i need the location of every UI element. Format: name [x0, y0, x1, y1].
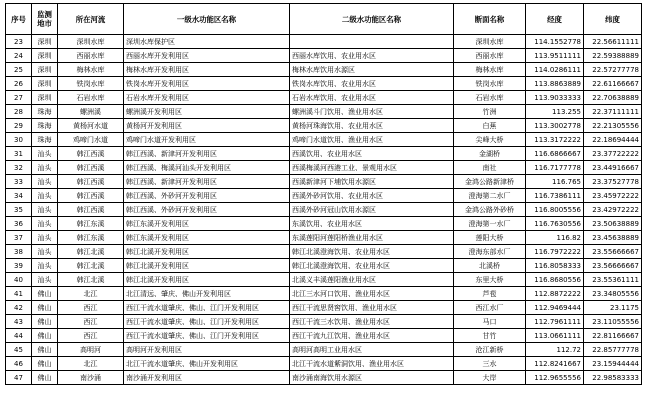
secondary-zone-cell: 梅林水库饮用水源区 [290, 63, 454, 77]
longitude-cell: 112.8241667 [526, 357, 584, 371]
serial-number-cell: 38 [6, 245, 32, 259]
section-name-cell: 北溪桥 [454, 259, 526, 273]
table-row [6, 133, 642, 147]
secondary-zone-cell: 西江干流三水饮用、渔业用水区 [290, 315, 454, 329]
section-name-cell: 沧江新桥 [454, 343, 526, 357]
latitude-cell: 22.37111111 [584, 105, 642, 119]
river-cell: 梅林水库 [58, 63, 124, 77]
primary-zone-cell: 高明河开发利用区 [124, 343, 290, 357]
primary-zone-cell: 北江干流水道肇庆、佛山开发利用区 [124, 357, 290, 371]
primary-zone-cell: 西江干流水道肇庆、佛山、江门开发利用区 [124, 329, 290, 343]
serial-number-cell: 34 [6, 189, 32, 203]
section-name-cell: 南社 [454, 161, 526, 175]
latitude-cell: 23.45638889 [584, 231, 642, 245]
header-longitude: 经度 [526, 4, 584, 35]
river-cell: 北江 [58, 287, 124, 301]
table-row [6, 301, 642, 315]
river-cell: 高明河 [58, 343, 124, 357]
section-name-cell: 金鸿公路外砂桥 [454, 203, 526, 217]
serial-number-cell: 44 [6, 329, 32, 343]
river-cell: 铁岗水库 [58, 77, 124, 91]
section-name-cell: 深圳水库 [454, 35, 526, 49]
longitude-cell: 113.3002778 [526, 119, 584, 133]
river-cell: 韩江西溪 [58, 161, 124, 175]
primary-zone-cell: 韩江北溪开发利用区 [124, 273, 290, 287]
secondary-zone-cell: 石岩水库饮用、农业用水区 [290, 91, 454, 105]
table-header-row [6, 4, 642, 35]
header-serial-number: 序号 [6, 4, 32, 35]
monitoring-city-cell: 佛山 [32, 343, 58, 357]
secondary-zone-cell: 东溪莲阳河莲阳桥渔业用水区 [290, 231, 454, 245]
table-row [6, 175, 642, 189]
monitoring-city-cell: 汕头 [32, 245, 58, 259]
secondary-zone-cell: 西江干流思贤窖饮用、渔业用水区 [290, 301, 454, 315]
serial-number-cell: 30 [6, 133, 32, 147]
latitude-cell: 22.57277778 [584, 63, 642, 77]
latitude-cell: 22.85777778 [584, 343, 642, 357]
longitude-cell: 116.82 [526, 231, 584, 245]
table-row [6, 161, 642, 175]
monitoring-city-cell: 汕头 [32, 273, 58, 287]
secondary-zone-cell: 铁岗水库饮用、农业用水区 [290, 77, 454, 91]
secondary-zone-cell: 韩江北溪澄海饮用、农业用水区 [290, 259, 454, 273]
header-primary-zone-name: 一级水功能区名称 [124, 4, 290, 35]
latitude-cell: 22.59388889 [584, 49, 642, 63]
serial-number-cell: 43 [6, 315, 32, 329]
longitude-cell: 116.7972222 [526, 245, 584, 259]
monitoring-city-cell: 深圳 [32, 77, 58, 91]
table-row [6, 287, 642, 301]
section-name-cell: 西丽水库 [454, 49, 526, 63]
latitude-cell: 23.15944444 [584, 357, 642, 371]
river-cell: 黄杨河水道 [58, 119, 124, 133]
secondary-zone-cell: 韩江北溪澄海饮用、农业用水区 [290, 245, 454, 259]
monitoring-city-cell: 珠海 [32, 105, 58, 119]
section-name-cell: 梅林水库 [454, 63, 526, 77]
longitude-cell: 114.0286111 [526, 63, 584, 77]
section-name-cell: 石岩水库 [454, 91, 526, 105]
serial-number-cell: 35 [6, 203, 32, 217]
longitude-cell: 116.7386111 [526, 189, 584, 203]
secondary-zone-cell: 北江干流水道紫洞饮用、渔业用水区 [290, 357, 454, 371]
river-cell: 螺洲溪 [58, 105, 124, 119]
secondary-zone-cell: 北溪义丰溪莲阳渔业用水区 [290, 273, 454, 287]
longitude-cell: 112.9655556 [526, 371, 584, 385]
serial-number-cell: 45 [6, 343, 32, 357]
longitude-cell: 116.8058333 [526, 259, 584, 273]
longitude-cell: 114.1552778 [526, 35, 584, 49]
latitude-cell: 23.34805556 [584, 287, 642, 301]
serial-number-cell: 46 [6, 357, 32, 371]
table-row [6, 315, 642, 329]
longitude-cell: 116.6866667 [526, 147, 584, 161]
monitoring-city-cell: 深圳 [32, 49, 58, 63]
primary-zone-cell: 韩江北溪开发利用区 [124, 259, 290, 273]
section-name-cell: 澄海第一水厂 [454, 217, 526, 231]
monitoring-section-table [5, 3, 642, 385]
table-row [6, 189, 642, 203]
serial-number-cell: 47 [6, 371, 32, 385]
secondary-zone-cell: 螺洲溪斗门饮用、渔业用水区 [290, 105, 454, 119]
longitude-cell: 113.0661111 [526, 329, 584, 343]
latitude-cell: 22.18694444 [584, 133, 642, 147]
primary-zone-cell: 西丽水库开发利用区 [124, 49, 290, 63]
latitude-cell: 23.44916667 [584, 161, 642, 175]
serial-number-cell: 27 [6, 91, 32, 105]
section-name-cell: 铁岗水库 [454, 77, 526, 91]
primary-zone-cell: 韩江西溪、外砂河开发利用区 [124, 203, 290, 217]
monitoring-city-cell: 佛山 [32, 315, 58, 329]
table-row [6, 35, 642, 49]
monitoring-city-cell: 汕头 [32, 175, 58, 189]
header-river: 所在河流 [58, 4, 124, 35]
secondary-zone-cell: 西溪梅溪河西港工业、景观用水区 [290, 161, 454, 175]
secondary-zone-cell: 鸡啼门水道饮用、渔业用水区 [290, 133, 454, 147]
river-cell: 韩江西溪 [58, 203, 124, 217]
river-cell: 深圳水库 [58, 35, 124, 49]
longitude-cell: 116.8005556 [526, 203, 584, 217]
section-name-cell: 竹洲 [454, 105, 526, 119]
river-cell: 北江 [58, 357, 124, 371]
monitoring-city-cell: 珠海 [32, 133, 58, 147]
secondary-zone-cell: 高明河高明工业用水区 [290, 343, 454, 357]
primary-zone-cell: 韩江北溪开发利用区 [124, 245, 290, 259]
river-cell: 石岩水库 [58, 91, 124, 105]
table-row [6, 105, 642, 119]
latitude-cell: 23.55666667 [584, 245, 642, 259]
monitoring-city-cell: 佛山 [32, 329, 58, 343]
header-latitude: 纬度 [584, 4, 642, 35]
monitoring-city-cell: 深圳 [32, 63, 58, 77]
longitude-cell: 112.9469444 [526, 301, 584, 315]
secondary-zone-cell [290, 35, 454, 49]
monitoring-city-cell: 汕头 [32, 217, 58, 231]
monitoring-city-cell: 汕头 [32, 147, 58, 161]
table-row [6, 273, 642, 287]
secondary-zone-cell: 南沙涌南海饮用水源区 [290, 371, 454, 385]
longitude-cell: 116.8680556 [526, 273, 584, 287]
section-name-cell: 尖峰大桥 [454, 133, 526, 147]
primary-zone-cell: 韩江西溪、外砂河开发利用区 [124, 189, 290, 203]
river-cell: 韩江东溪 [58, 217, 124, 231]
latitude-cell: 22.61166667 [584, 77, 642, 91]
section-name-cell: 金湖桥 [454, 147, 526, 161]
serial-number-cell: 41 [6, 287, 32, 301]
monitoring-city-cell: 深圳 [32, 91, 58, 105]
secondary-zone-cell: 北江三水河口饮用、渔业用水区 [290, 287, 454, 301]
river-cell: 韩江北溪 [58, 245, 124, 259]
primary-zone-cell: 梅林水库开发利用区 [124, 63, 290, 77]
longitude-cell: 116.7177778 [526, 161, 584, 175]
section-name-cell: 马口 [454, 315, 526, 329]
monitoring-city-cell: 佛山 [32, 357, 58, 371]
latitude-cell: 23.37527778 [584, 175, 642, 189]
monitoring-city-cell: 佛山 [32, 301, 58, 315]
primary-zone-cell: 黄杨河开发利用区 [124, 119, 290, 133]
serial-number-cell: 31 [6, 147, 32, 161]
section-name-cell: 西江水厂 [454, 301, 526, 315]
latitude-cell: 22.70638889 [584, 91, 642, 105]
longitude-cell: 113.8863889 [526, 77, 584, 91]
river-cell: 韩江北溪 [58, 273, 124, 287]
section-name-cell: 大岸 [454, 371, 526, 385]
monitoring-city-cell: 佛山 [32, 371, 58, 385]
primary-zone-cell: 深圳水库保护区 [124, 35, 290, 49]
serial-number-cell: 36 [6, 217, 32, 231]
table-row [6, 329, 642, 343]
river-cell: 西江 [58, 329, 124, 343]
header-secondary-zone-name: 二级水功能区名称 [290, 4, 454, 35]
primary-zone-cell: 韩江西溪、新津河开发利用区 [124, 175, 290, 189]
longitude-cell: 113.255 [526, 105, 584, 119]
primary-zone-cell: 西江干流水道肇庆、佛山、江门开发利用区 [124, 315, 290, 329]
river-cell: 鸡啼门水道 [58, 133, 124, 147]
latitude-cell: 22.56611111 [584, 35, 642, 49]
primary-zone-cell: 韩江东溪开发利用区 [124, 231, 290, 245]
table-row [6, 147, 642, 161]
serial-number-cell: 39 [6, 259, 32, 273]
river-cell: 韩江西溪 [58, 175, 124, 189]
primary-zone-cell: 西江干流水道肇庆、佛山、江门开发利用区 [124, 301, 290, 315]
river-cell: 西丽水库 [58, 49, 124, 63]
river-cell: 西江 [58, 301, 124, 315]
primary-zone-cell: 韩江东溪开发利用区 [124, 217, 290, 231]
secondary-zone-cell: 东溪饮用、农业用水区 [290, 217, 454, 231]
serial-number-cell: 26 [6, 77, 32, 91]
section-name-cell: 三水 [454, 357, 526, 371]
monitoring-city-cell: 汕头 [32, 231, 58, 245]
table-row [6, 371, 642, 385]
table-row [6, 231, 642, 245]
serial-number-cell: 29 [6, 119, 32, 133]
longitude-cell: 113.9033333 [526, 91, 584, 105]
section-name-cell: 澄海第二水厂 [454, 189, 526, 203]
longitude-cell: 116.765 [526, 175, 584, 189]
latitude-cell: 23.56666667 [584, 259, 642, 273]
primary-zone-cell: 鸡啼门水道开发利用区 [124, 133, 290, 147]
river-cell: 南沙涌 [58, 371, 124, 385]
table-row [6, 343, 642, 357]
latitude-cell: 23.11055556 [584, 315, 642, 329]
primary-zone-cell: 铁岗水库开发利用区 [124, 77, 290, 91]
latitude-cell: 23.45972222 [584, 189, 642, 203]
table-row [6, 91, 642, 105]
secondary-zone-cell: 黄杨河珠海饮用、农业用水区 [290, 119, 454, 133]
secondary-zone-cell: 西溪新津河下埔饮用水源区 [290, 175, 454, 189]
monitoring-city-cell: 汕头 [32, 189, 58, 203]
longitude-cell: 116.7630556 [526, 217, 584, 231]
table-row [6, 77, 642, 91]
longitude-cell: 113.3172222 [526, 133, 584, 147]
table-row [6, 357, 642, 371]
longitude-cell: 112.72 [526, 343, 584, 357]
latitude-cell: 23.42972222 [584, 203, 642, 217]
monitoring-city-cell: 深圳 [32, 35, 58, 49]
table-row [6, 245, 642, 259]
water-function-zone-table-page [5, 3, 642, 385]
serial-number-cell: 37 [6, 231, 32, 245]
table-body [6, 35, 642, 385]
section-name-cell: 东里大桥 [454, 273, 526, 287]
primary-zone-cell: 石岩水库开发利用区 [124, 91, 290, 105]
header-section-name: 断面名称 [454, 4, 526, 35]
longitude-cell: 112.8872222 [526, 287, 584, 301]
river-cell: 韩江东溪 [58, 231, 124, 245]
river-cell: 韩江北溪 [58, 259, 124, 273]
river-cell: 韩江西溪 [58, 147, 124, 161]
longitude-cell: 113.9511111 [526, 49, 584, 63]
monitoring-city-cell: 珠海 [32, 119, 58, 133]
section-name-cell: 莲阳大桥 [454, 231, 526, 245]
primary-zone-cell: 螺洲溪开发利用区 [124, 105, 290, 119]
header-monitoring-city: 监测地市 [32, 4, 58, 35]
table-row [6, 119, 642, 133]
primary-zone-cell: 韩江西溪、新津河开发利用区 [124, 147, 290, 161]
table-row [6, 217, 642, 231]
secondary-zone-cell: 西丽水库饮用、农业用水区 [290, 49, 454, 63]
serial-number-cell: 40 [6, 273, 32, 287]
primary-zone-cell: 北江清远、肇庆、佛山开发利用区 [124, 287, 290, 301]
table-row [6, 63, 642, 77]
serial-number-cell: 32 [6, 161, 32, 175]
section-name-cell: 白蕉 [454, 119, 526, 133]
table-row [6, 203, 642, 217]
primary-zone-cell: 韩江西溪、梅溪河汕头开发利用区 [124, 161, 290, 175]
secondary-zone-cell: 西溪饮用、农业用水区 [290, 147, 454, 161]
monitoring-city-cell: 汕头 [32, 259, 58, 273]
latitude-cell: 23.55361111 [584, 273, 642, 287]
river-cell: 韩江西溪 [58, 189, 124, 203]
secondary-zone-cell: 西溪外砂河饮用、农业用水区 [290, 189, 454, 203]
section-name-cell: 澄海东部水厂 [454, 245, 526, 259]
latitude-cell: 22.81166667 [584, 329, 642, 343]
table-row [6, 259, 642, 273]
latitude-cell: 22.98583333 [584, 371, 642, 385]
table-row [6, 49, 642, 63]
serial-number-cell: 28 [6, 105, 32, 119]
serial-number-cell: 23 [6, 35, 32, 49]
monitoring-city-cell: 汕头 [32, 161, 58, 175]
latitude-cell: 23.37722222 [584, 147, 642, 161]
primary-zone-cell: 南沙涌开发利用区 [124, 371, 290, 385]
river-cell: 西江 [58, 315, 124, 329]
secondary-zone-cell: 西江干流九江饮用、渔业用水区 [290, 329, 454, 343]
secondary-zone-cell: 西溪外砂河冠山饮用水源区 [290, 203, 454, 217]
serial-number-cell: 33 [6, 175, 32, 189]
monitoring-city-cell: 佛山 [32, 287, 58, 301]
section-name-cell: 甘竹 [454, 329, 526, 343]
serial-number-cell: 25 [6, 63, 32, 77]
serial-number-cell: 24 [6, 49, 32, 63]
section-name-cell: 芦苞 [454, 287, 526, 301]
latitude-cell: 22.21305556 [584, 119, 642, 133]
monitoring-city-cell: 汕头 [32, 203, 58, 217]
serial-number-cell: 42 [6, 301, 32, 315]
latitude-cell: 23.50638889 [584, 217, 642, 231]
longitude-cell: 112.7961111 [526, 315, 584, 329]
section-name-cell: 金鸿公路新津桥 [454, 175, 526, 189]
latitude-cell: 23.1175 [584, 301, 642, 315]
